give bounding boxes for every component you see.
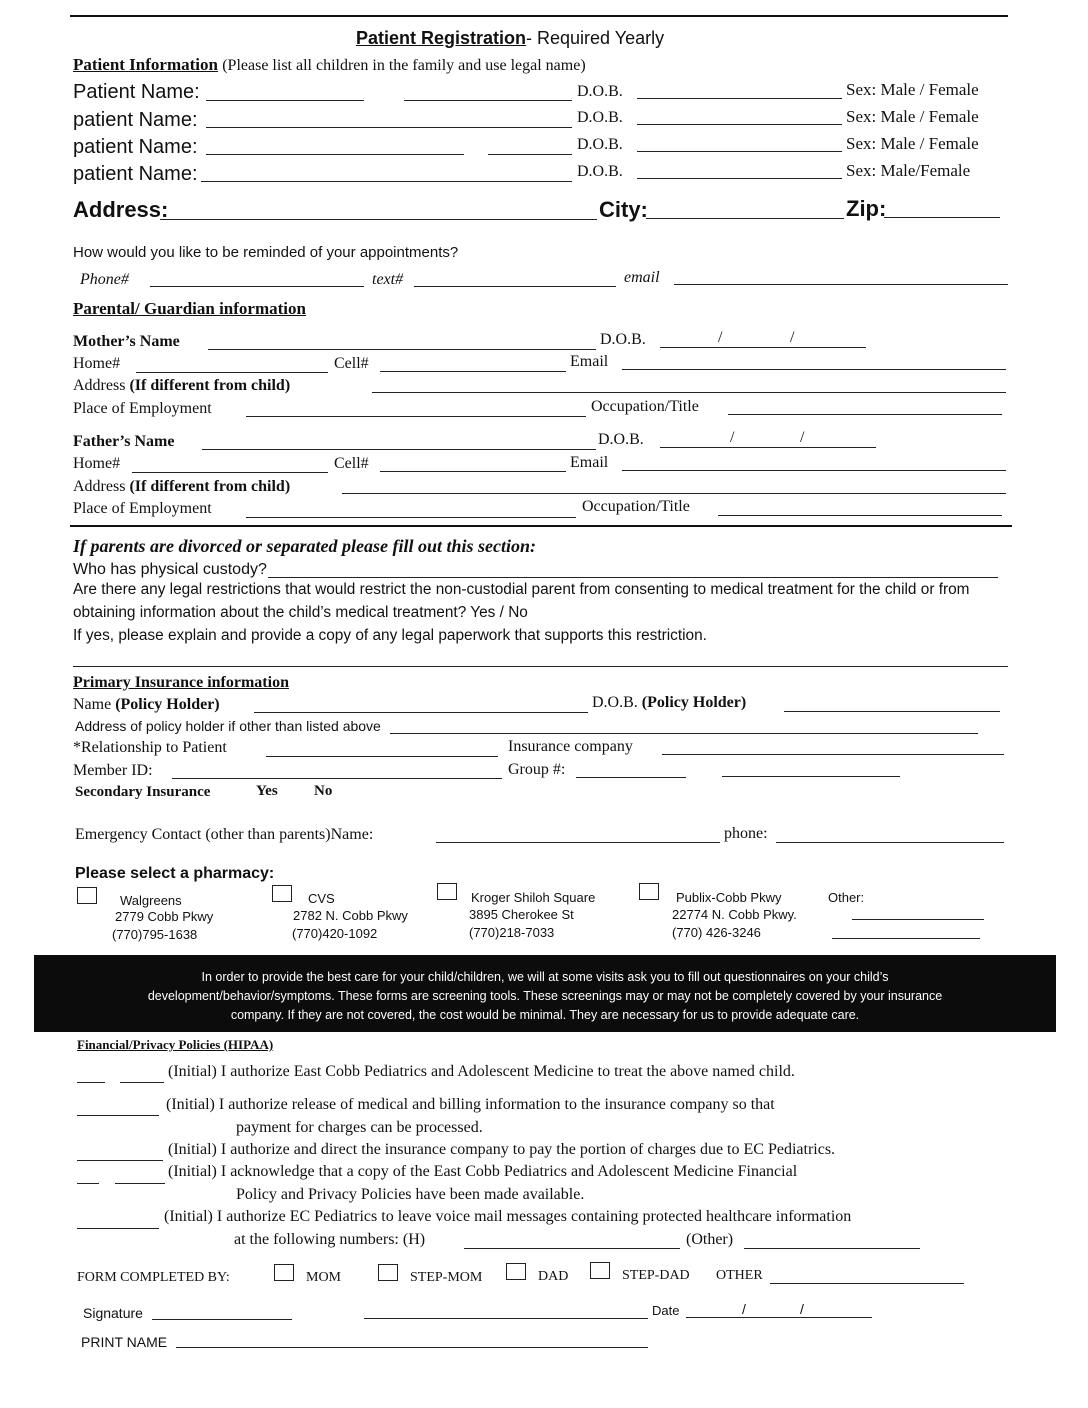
initial-field-3[interactable] [77,1160,163,1161]
date-slash-2: / [800,1301,804,1317]
insurance-dob-label [592,695,746,711]
father-dob-slash-2: / [800,429,805,446]
insurance-member-label: Member ID: [73,762,153,779]
screening-notice-banner [34,955,1056,1032]
mother-cell-field[interactable] [380,371,566,372]
pharmacy-publix-name: Publix-Cobb Pkwy [676,890,782,905]
top-rule [70,15,1008,17]
form-title-bold: Patient Registration [356,28,527,48]
patient-name-field-1b[interactable] [404,100,572,101]
insurance-name-prefix: Name [73,696,116,713]
policy-ack-text-2: Policy and Privacy Policies have been made available. [236,1186,585,1203]
mother-home-field[interactable] [136,372,328,373]
emergency-phone-label: phone: [724,825,768,842]
father-email-label: Email [570,454,609,471]
patient-dob-field-1[interactable] [637,98,842,99]
secondary-insurance-yes[interactable]: Yes [256,783,278,799]
insurance-address-field[interactable] [390,733,978,734]
father-employment-label: Place of Employment [73,500,212,517]
father-address-label [73,479,290,495]
pharmacy-heading: Please select a pharmacy: [75,865,275,882]
policy-release-text-1: (Initial) I authorize release of medical and billing information to the insurance company so that [166,1096,775,1113]
pharmacy-publix-address: 22774 N. Cobb Pkwy. [672,907,797,922]
address-field[interactable] [160,219,597,220]
zip-label: Zip: [846,196,887,221]
initial-field-1b[interactable] [120,1082,164,1083]
father-cell-label: Cell# [334,455,369,472]
insurance-company-field[interactable] [662,754,1004,755]
reminder-text-field[interactable] [414,286,616,287]
form-title [356,29,664,47]
completed-by-step-mom-label: STEP-MOM [410,1270,483,1285]
pharmacy-kroger-checkbox[interactable] [437,883,457,900]
patient-sex-3[interactable]: Sex: Male / Female [846,134,979,153]
pharmacy-kroger-address: 3895 Cherokee St [469,907,574,922]
pharmacy-cvs-checkbox[interactable] [272,885,292,902]
financial-heading: Financial/Privacy Policies (HIPAA) [77,1037,274,1052]
reminder-phone-field[interactable] [150,286,364,287]
mother-dob-slash-1: / [718,329,723,346]
father-home-field[interactable] [132,472,328,473]
voicemail-other-field[interactable] [744,1248,920,1249]
pharmacy-cvs-phone: (770)420-1092 [292,926,378,941]
mother-employment-label: Place of Employment [73,400,212,417]
patient-sex-1[interactable]: Sex: Male / Female [846,80,979,99]
mother-address-field[interactable] [372,392,1006,393]
custody-who-label: Who has physical custody? [73,561,267,578]
mother-email-field[interactable] [622,369,1006,370]
mother-employment-field[interactable] [246,416,586,417]
pharmacy-other-label: Other: [828,890,865,905]
patient-name-label-2: patient Name: [73,109,198,131]
signature-label: Signature [83,1305,143,1321]
pharmacy-publix-phone: (770) 426-3246 [672,925,761,940]
insurance-dob-note: (Policy Holder) [641,694,747,711]
father-home-label: Home# [73,455,121,472]
pharmacy-walgreens-name: Walgreens [120,893,182,908]
patient-name-field-2[interactable] [206,127,572,128]
voicemail-home-field[interactable] [464,1248,680,1249]
pharmacy-walgreens-address: 2779 Cobb Pkwy [115,909,214,924]
custody-restrict-line-1: Are there any legal restrictions that would restrict the non-custodial parent from consenting to medical treatment for the child or from [73,581,970,598]
patient-name-label-1: Patient Name: [73,81,200,103]
mother-occupation-field[interactable] [728,414,1002,415]
pharmacy-kroger-name: Kroger Shiloh Square [471,890,596,905]
patient-name-field-3[interactable] [206,154,464,155]
insurance-company-label: Insurance company [508,738,633,755]
policy-voicemail-text-2: at the following numbers: (H) [234,1231,426,1248]
insurance-address-label: Address of policy holder if other than listed above [75,718,381,734]
insurance-group-field[interactable] [576,777,686,778]
father-address-note: (If different from child) [129,478,291,495]
insurance-dob-field[interactable] [784,711,1000,712]
banner-line-1: In order to provide the best care for your child/children, we will at some visits ask you to fill out questionnaires on your child’s [201,970,889,984]
reminder-email-label: email [624,269,660,286]
pharmacy-walgreens-checkbox[interactable] [77,887,97,904]
custody-restrict-line-2[interactable]: obtaining information about the child’s medical treatment? Yes / No [73,604,528,621]
custody-section-rule [70,525,1012,527]
custody-explain-field[interactable] [73,666,1008,667]
mother-occupation-label: Occupation/Title [591,398,699,415]
completed-by-other-label: OTHER [716,1268,763,1283]
patient-name-label-4: patient Name: [73,163,198,185]
father-dob-slash-1: / [730,429,735,446]
emergency-phone-field[interactable] [776,842,1004,843]
policy-release-text-2: payment for charges can be processed. [236,1119,483,1136]
insurance-heading: Primary Insurance information [73,674,289,691]
reminder-email-field[interactable] [674,284,1008,285]
patient-dob-label-3: D.O.B. [577,136,623,153]
pharmacy-cvs-address: 2782 N. Cobb Pkwy [293,908,408,923]
insurance-dob-prefix: D.O.B. [592,694,642,711]
initial-field-2[interactable] [77,1115,159,1116]
reminder-text-label: text# [372,271,404,288]
father-dob-field[interactable] [660,447,876,448]
pharmacy-other-field-1[interactable] [852,919,984,920]
date-slash-1: / [742,1301,746,1317]
mother-dob-field[interactable] [660,347,866,348]
father-cell-field[interactable] [380,471,566,472]
custody-heading: If parents are divorced or separated please fill out this section: [73,536,536,556]
custody-who-field[interactable] [268,577,998,578]
father-address-field[interactable] [342,493,1006,494]
completed-by-mom-label: MOM [306,1270,342,1285]
policy-voicemail-text-1: (Initial) I authorize EC Pediatrics to leave voice mail messages containing protected healthcare information [164,1208,852,1225]
pharmacy-kroger-phone: (770)218-7033 [469,925,555,940]
patient-name-label-3: patient Name: [73,136,198,158]
banner-line-3: company. If they are not covered, the cost would be minimal. They are necessary for us to provide adequate care. [230,1008,860,1022]
pharmacy-other-field-2[interactable] [832,938,980,939]
patient-name-field-4[interactable] [201,181,572,182]
father-employment-field[interactable] [246,517,576,518]
form-title-rest: - Required Yearly [526,28,665,48]
insurance-relationship-field[interactable] [266,756,498,757]
patient-dob-label-2: D.O.B. [577,109,623,126]
patient-dob-label-1: D.O.B. [577,83,623,100]
completed-by-dad-label: DAD [538,1269,569,1284]
mother-address-prefix: Address [73,377,126,394]
completed-by-dad-checkbox[interactable] [506,1263,526,1280]
father-name-field[interactable] [202,449,596,450]
insurance-name-note: (Policy Holder) [115,696,220,713]
emergency-contact-field[interactable] [436,842,720,843]
completed-by-other-field[interactable] [770,1283,964,1284]
completed-by-mom-checkbox[interactable] [274,1264,294,1281]
patient-dob-field-4[interactable] [637,178,842,179]
insurance-member-field[interactable] [172,778,502,779]
pharmacy-walgreens-phone: (770)795-1638 [112,927,198,942]
initial-field-1a[interactable] [77,1082,105,1083]
pharmacy-cvs-name: CVS [308,891,335,906]
policy-treat-text: (Initial) I authorize East Cobb Pediatrics and Adolescent Medicine to treat the above named child. [168,1063,795,1080]
mother-address-note: (If different from child) [129,377,291,394]
completed-by-label: FORM COMPLETED BY: [77,1270,230,1285]
patient-sex-2[interactable]: Sex: Male / Female [846,107,979,126]
mother-address-label [73,378,290,394]
mother-email-label: Email [570,353,609,370]
insurance-name-field[interactable] [254,712,588,713]
initial-field-5[interactable] [77,1228,159,1229]
father-occupation-label: Occupation/Title [582,498,690,515]
secondary-insurance-no[interactable]: No [314,783,333,799]
patient-name-field-1[interactable] [206,100,364,101]
parental-heading: Parental/ Guardian information [73,299,306,318]
father-dob-label: D.O.B. [598,431,644,448]
signature-field-b[interactable] [364,1318,648,1319]
date-field[interactable] [686,1317,872,1318]
policy-voicemail-other: (Other) [686,1231,734,1248]
emergency-contact-label: Emergency Contact (other than parents)Name: [75,826,374,843]
signature-field[interactable] [152,1319,292,1320]
mother-dob-slash-2: / [790,329,795,346]
father-address-prefix: Address [73,478,126,495]
insurance-group-label: Group #: [508,761,566,778]
mother-name-label: Mother’s Name [73,333,180,350]
patient-dob-field-2[interactable] [637,124,842,125]
patient-info-title: Patient Information [73,55,218,74]
patient-info-heading [73,56,586,74]
print-name-field[interactable] [176,1347,648,1348]
print-name-label: PRINT NAME [81,1334,168,1350]
secondary-insurance-label: Secondary Insurance [75,784,211,800]
patient-name-field-3b[interactable] [488,154,572,155]
reminder-phone-label: Phone# [80,271,129,288]
address-label: Address: [73,197,169,222]
date-label: Date [652,1303,680,1318]
reminder-question: How would you like to be reminded of your appointments? [73,244,459,261]
mother-dob-label: D.O.B. [600,331,646,348]
initial-field-4b[interactable] [115,1183,165,1184]
city-field[interactable] [646,218,844,219]
insurance-group-field-b[interactable] [722,776,900,777]
completed-by-step-dad-label: STEP-DAD [622,1268,690,1283]
pharmacy-publix-checkbox[interactable] [639,883,659,900]
mother-name-field[interactable] [208,349,596,350]
mother-cell-label: Cell# [334,355,369,372]
zip-field[interactable] [884,217,1000,218]
custody-explain: If yes, please explain and provide a copy of any legal paperwork that supports this restriction. [73,627,707,644]
policy-ack-text-1: (Initial) I acknowledge that a copy of the East Cobb Pediatrics and Adolescent Medicine Financial [168,1163,798,1180]
completed-by-step-mom-checkbox[interactable] [378,1264,398,1281]
policy-payment-text: (Initial) I authorize and direct the insurance company to pay the portion of charges due to EC Pediatrics. [168,1141,836,1158]
mother-home-label: Home# [73,355,121,372]
father-occupation-field[interactable] [718,515,1002,516]
initial-field-4a[interactable] [77,1183,99,1184]
banner-line-2: development/behavior/symptoms. These forms are screening tools. These screenings may or may not be completely covered by your insurance [147,989,943,1003]
patient-sex-4[interactable]: Sex: Male/Female [846,161,971,180]
father-name-label: Father’s Name [73,433,175,450]
patient-info-note: (Please list all children in the family and use legal name) [222,57,586,74]
father-email-field[interactable] [622,470,1006,471]
insurance-name-label [73,697,220,713]
city-label: City: [599,197,648,222]
insurance-relationship-label: *Relationship to Patient [73,739,227,756]
patient-dob-field-3[interactable] [637,151,842,152]
patient-dob-label-4: D.O.B. [577,163,623,180]
completed-by-step-dad-checkbox[interactable] [590,1262,610,1279]
